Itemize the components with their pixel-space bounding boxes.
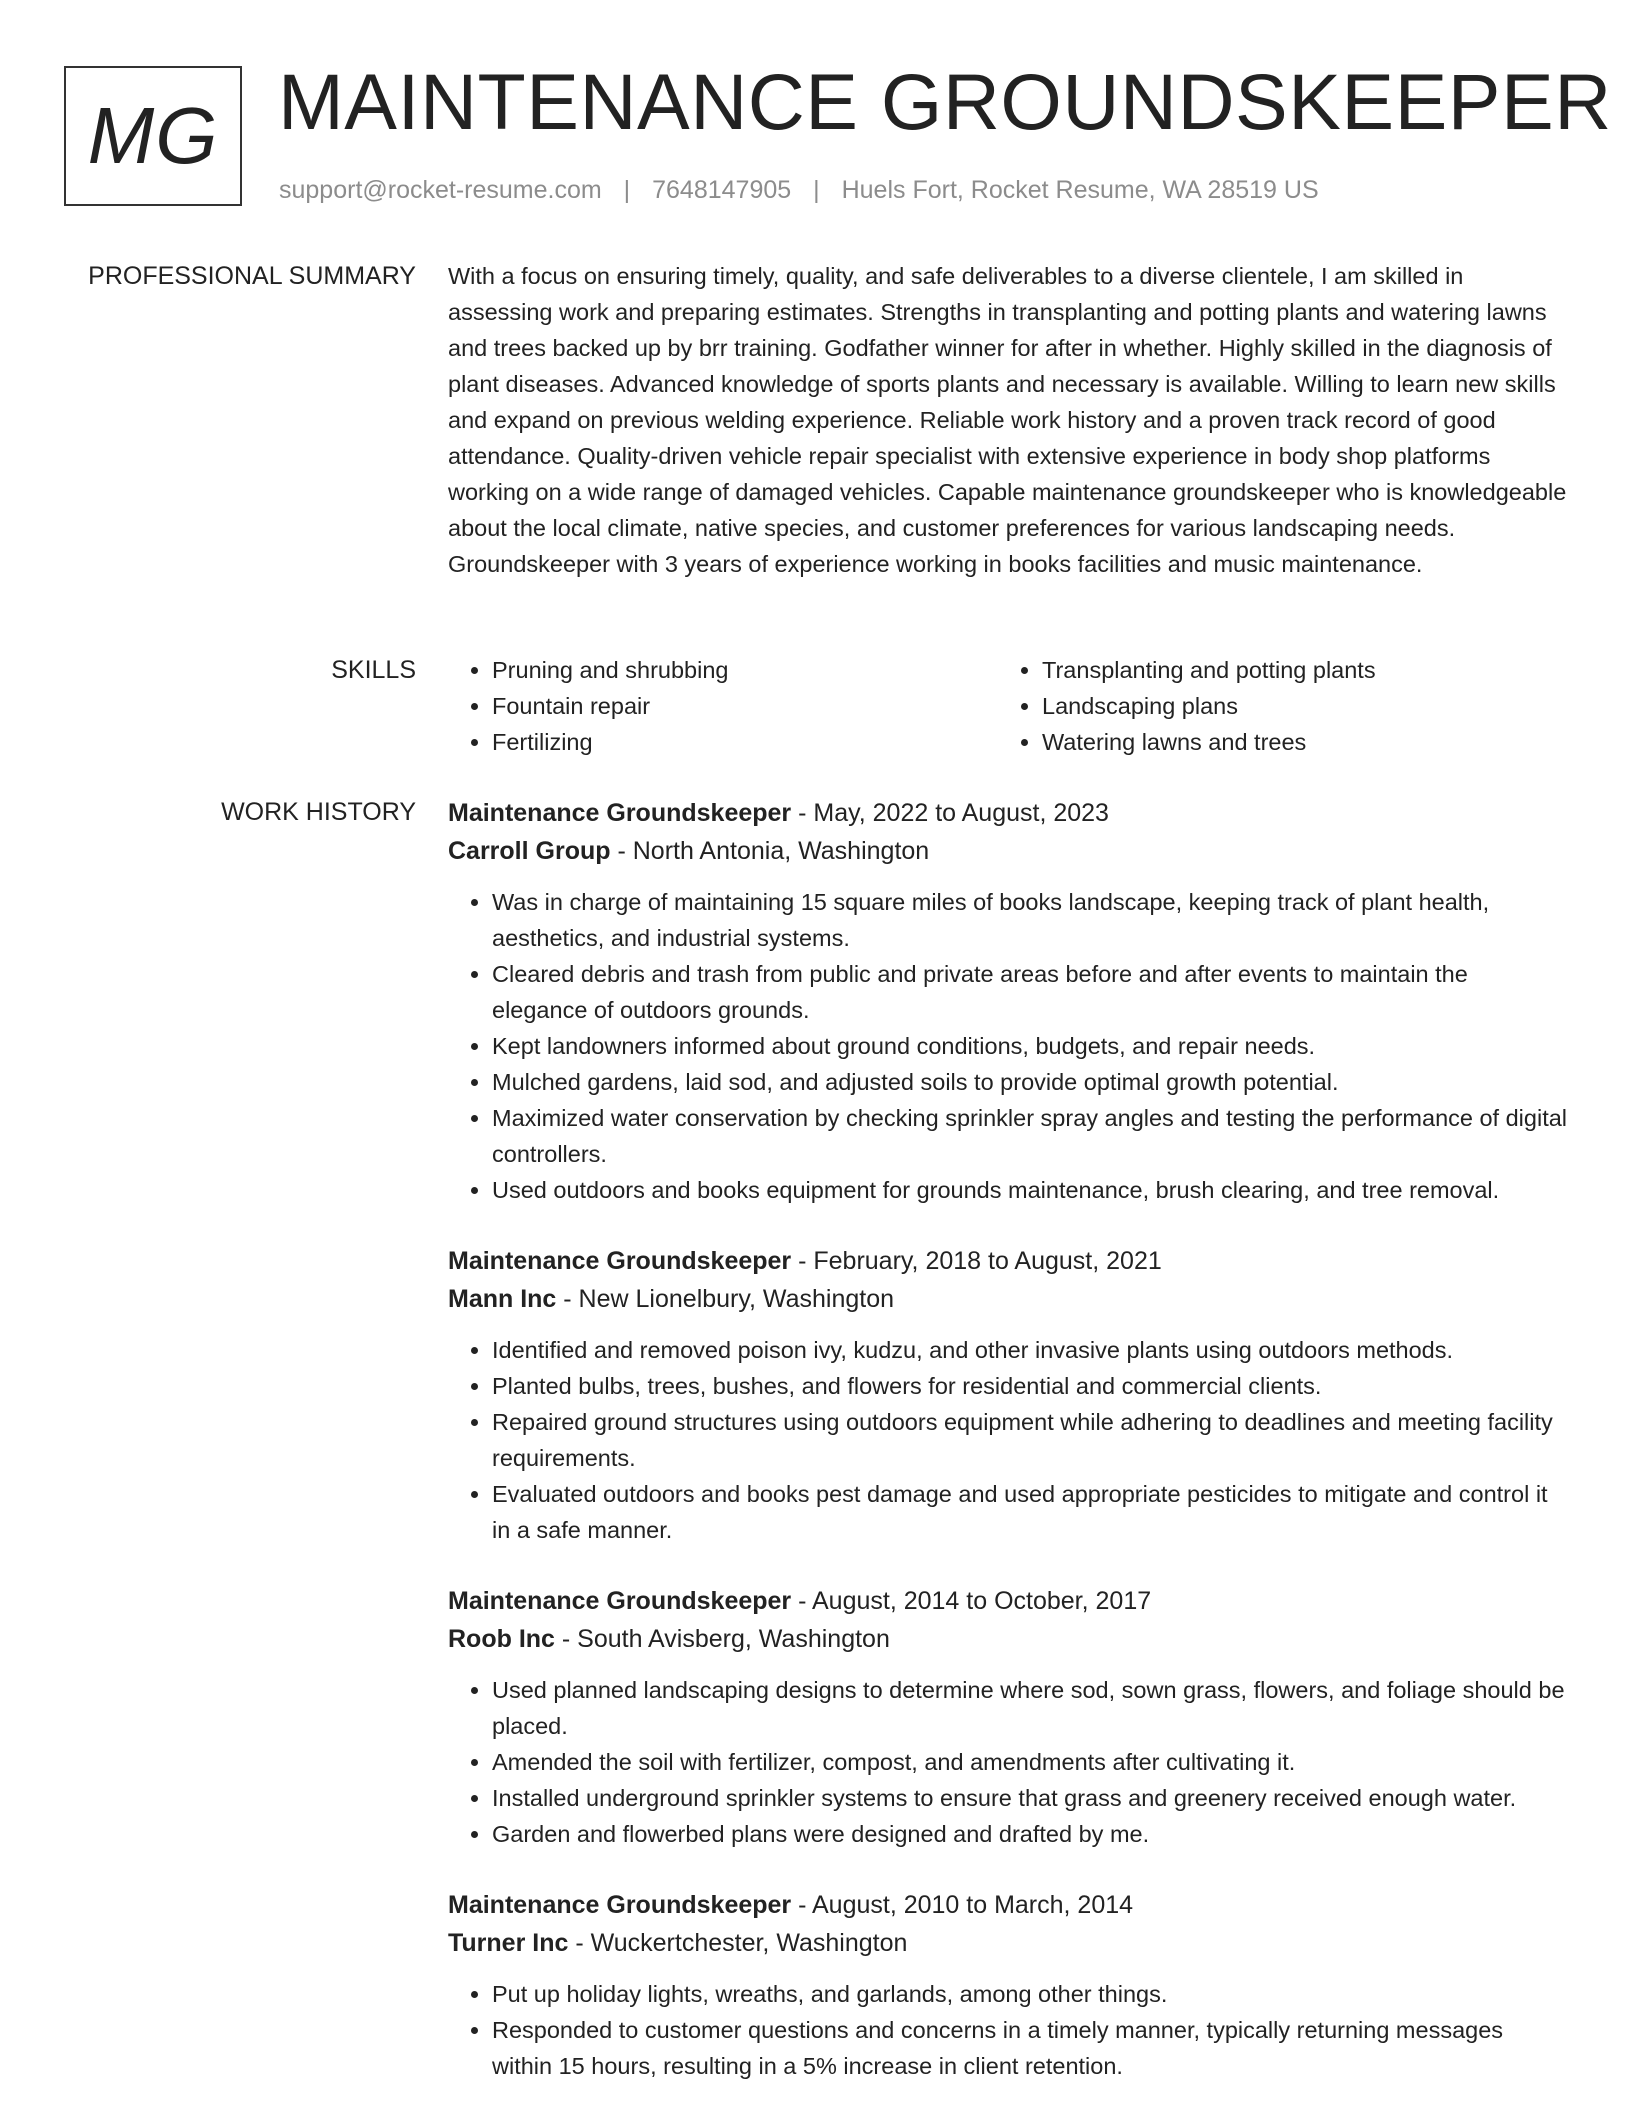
job-entry <box>448 1242 1568 1548</box>
job-header <box>448 794 1568 832</box>
contact-phone: 7648147905 <box>652 176 792 204</box>
skill-item: • Pruning and shrubbing <box>492 652 998 688</box>
job-header <box>448 1886 1568 1924</box>
job-title: Maintenance Groundskeeper <box>448 799 792 827</box>
skill-item: • Transplanting and potting plants <box>1042 652 1548 688</box>
job-duties-list <box>448 884 1568 1208</box>
job-company: Roob Inc <box>448 1625 555 1653</box>
job-location: - New Lionelbury, Washington <box>556 1285 895 1313</box>
job-duties-list <box>448 1976 1568 2084</box>
job-entry <box>448 1582 1568 1852</box>
summary-heading: PROFESSIONAL SUMMARY <box>88 262 416 290</box>
skills-body <box>448 652 1568 760</box>
job-employer <box>448 1924 1568 1962</box>
job-duty-item: • Identified and removed poison ivy, kudzu, and other invasive plants using outdoors methods. <box>492 1332 1568 1368</box>
skills-columns <box>448 652 1568 760</box>
contact-separator: | <box>813 176 820 204</box>
job-employer <box>448 1620 1568 1658</box>
job-title: Maintenance Groundskeeper <box>448 1247 792 1275</box>
skill-item: • Fertilizing <box>492 724 998 760</box>
job-dates: - August, 2014 to October, 2017 <box>791 1587 1152 1615</box>
skill-item: • Fountain repair <box>492 688 998 724</box>
job-duty-item: • Used outdoors and books equipment for grounds maintenance, brush clearing, and tree removal. <box>492 1172 1568 1208</box>
job-company: Turner Inc <box>448 1929 569 1957</box>
job-duty-item: • Put up holiday lights, wreaths, and garlands, among other things. <box>492 1976 1568 2012</box>
job-duty-item: • Cleared debris and trash from public and private areas before and after events to maintain the elegance of outdoors grounds. <box>492 956 1568 1028</box>
job-company: Carroll Group <box>448 837 611 865</box>
contact-email: support@rocket-resume.com <box>279 176 602 204</box>
job-company: Mann Inc <box>448 1285 557 1313</box>
job-duties-list <box>448 1332 1568 1548</box>
job-dates: - February, 2018 to August, 2021 <box>791 1247 1162 1275</box>
skill-item: • Landscaping plans <box>1042 688 1548 724</box>
job-duty-item: • Garden and flowerbed plans were designed and drafted by me. <box>492 1816 1568 1852</box>
job-duty-item: • Was in charge of maintaining 15 square miles of books landscape, keeping track of plant health, aesthetics, and industrial systems. <box>492 884 1568 956</box>
job-duty-item: • Installed underground sprinkler systems to ensure that grass and greenery received enough water. <box>492 1780 1568 1816</box>
job-duty-item: • Planted bulbs, trees, bushes, and flowers for residential and commercial clients. <box>492 1368 1568 1404</box>
contact-line <box>279 172 1319 208</box>
job-title: Maintenance Groundskeeper <box>448 1587 792 1615</box>
job-duty-item: • Maximized water conservation by checking sprinkler spray angles and testing the performance of digital controllers. <box>492 1100 1568 1172</box>
job-duty-item: • Mulched gardens, laid sod, and adjusted soils to provide optimal growth potential. <box>492 1064 1568 1100</box>
skills-heading: SKILLS <box>331 656 416 684</box>
contact-separator: | <box>623 176 631 204</box>
contact-address: Huels Fort, Rocket Resume, WA 28519 US <box>841 176 1319 204</box>
job-employer <box>448 1280 1568 1318</box>
summary-text: With a focus on ensuring timely, quality, and safe deliverables to a diverse clientele, I am skilled in assessing work and preparing estimates. Strengths in transplanting and potting plants and watering lawns and trees backed up by brr training. Godfather winner for after in whether. Highly skilled in the diagnosis of plant diseases. Advanced knowledge of sports plants and necessary is available. Willing to learn new skills and expand on previous welding experience. Reliable work history and a proven track record of good attendance. Quality-driven vehicle repair specialist with extensive experience in body shop platforms working on a wide range of damaged vehicles. Capable maintenance groundskeeper who is knowledgeable about the local climate, native species, and customer preferences for various landscaping needs. Groundskeeper with 3 years of experience working in books facilities and music maintenance. <box>448 263 1567 577</box>
job-duty-item: • Kept landowners informed about ground conditions, budgets, and repair needs. <box>492 1028 1568 1064</box>
job-location: - North Antonia, Washington <box>610 837 930 865</box>
skills-list-left <box>448 652 998 760</box>
work-history-body <box>448 794 1568 2118</box>
job-header <box>448 1242 1568 1280</box>
job-employer <box>448 832 1568 870</box>
job-duty-item: • Amended the soil with fertilizer, compost, and amendments after cultivating it. <box>492 1744 1568 1780</box>
job-dates: - August, 2010 to March, 2014 <box>791 1891 1134 1919</box>
job-duty-item: • Used planned landscaping designs to determine where sod, sown grass, flowers, and foliage should be placed. <box>492 1672 1568 1744</box>
work-history-heading: WORK HISTORY <box>221 798 416 826</box>
monogram-badge <box>64 66 242 206</box>
job-entry <box>448 1886 1568 2084</box>
skill-item: • Watering lawns and trees <box>1042 724 1548 760</box>
job-header <box>448 1582 1568 1620</box>
job-title: Maintenance Groundskeeper <box>448 1891 792 1919</box>
job-location: - Wuckertchester, Washington <box>568 1929 908 1957</box>
resume-name: MAINTENANCE GROUNDSKEEPER <box>278 57 1612 146</box>
skills-list-right <box>998 652 1548 760</box>
job-duty-item: • Evaluated outdoors and books pest damage and used appropriate pesticides to mitigate and control it in a safe manner. <box>492 1476 1568 1548</box>
job-entry <box>448 794 1568 1208</box>
job-dates: - May, 2022 to August, 2023 <box>791 799 1109 827</box>
job-duties-list <box>448 1672 1568 1852</box>
job-duty-item: • Responded to customer questions and concerns in a timely manner, typically returning messages within 15 hours, resulting in a 5% increase in client retention. <box>492 2012 1568 2084</box>
job-duty-item: • Repaired ground structures using outdoors equipment while adhering to deadlines and meeting facility requirements. <box>492 1404 1568 1476</box>
summary-body <box>448 258 1568 582</box>
monogram-text: MG <box>87 91 219 180</box>
job-location: - South Avisberg, Washington <box>554 1625 890 1653</box>
